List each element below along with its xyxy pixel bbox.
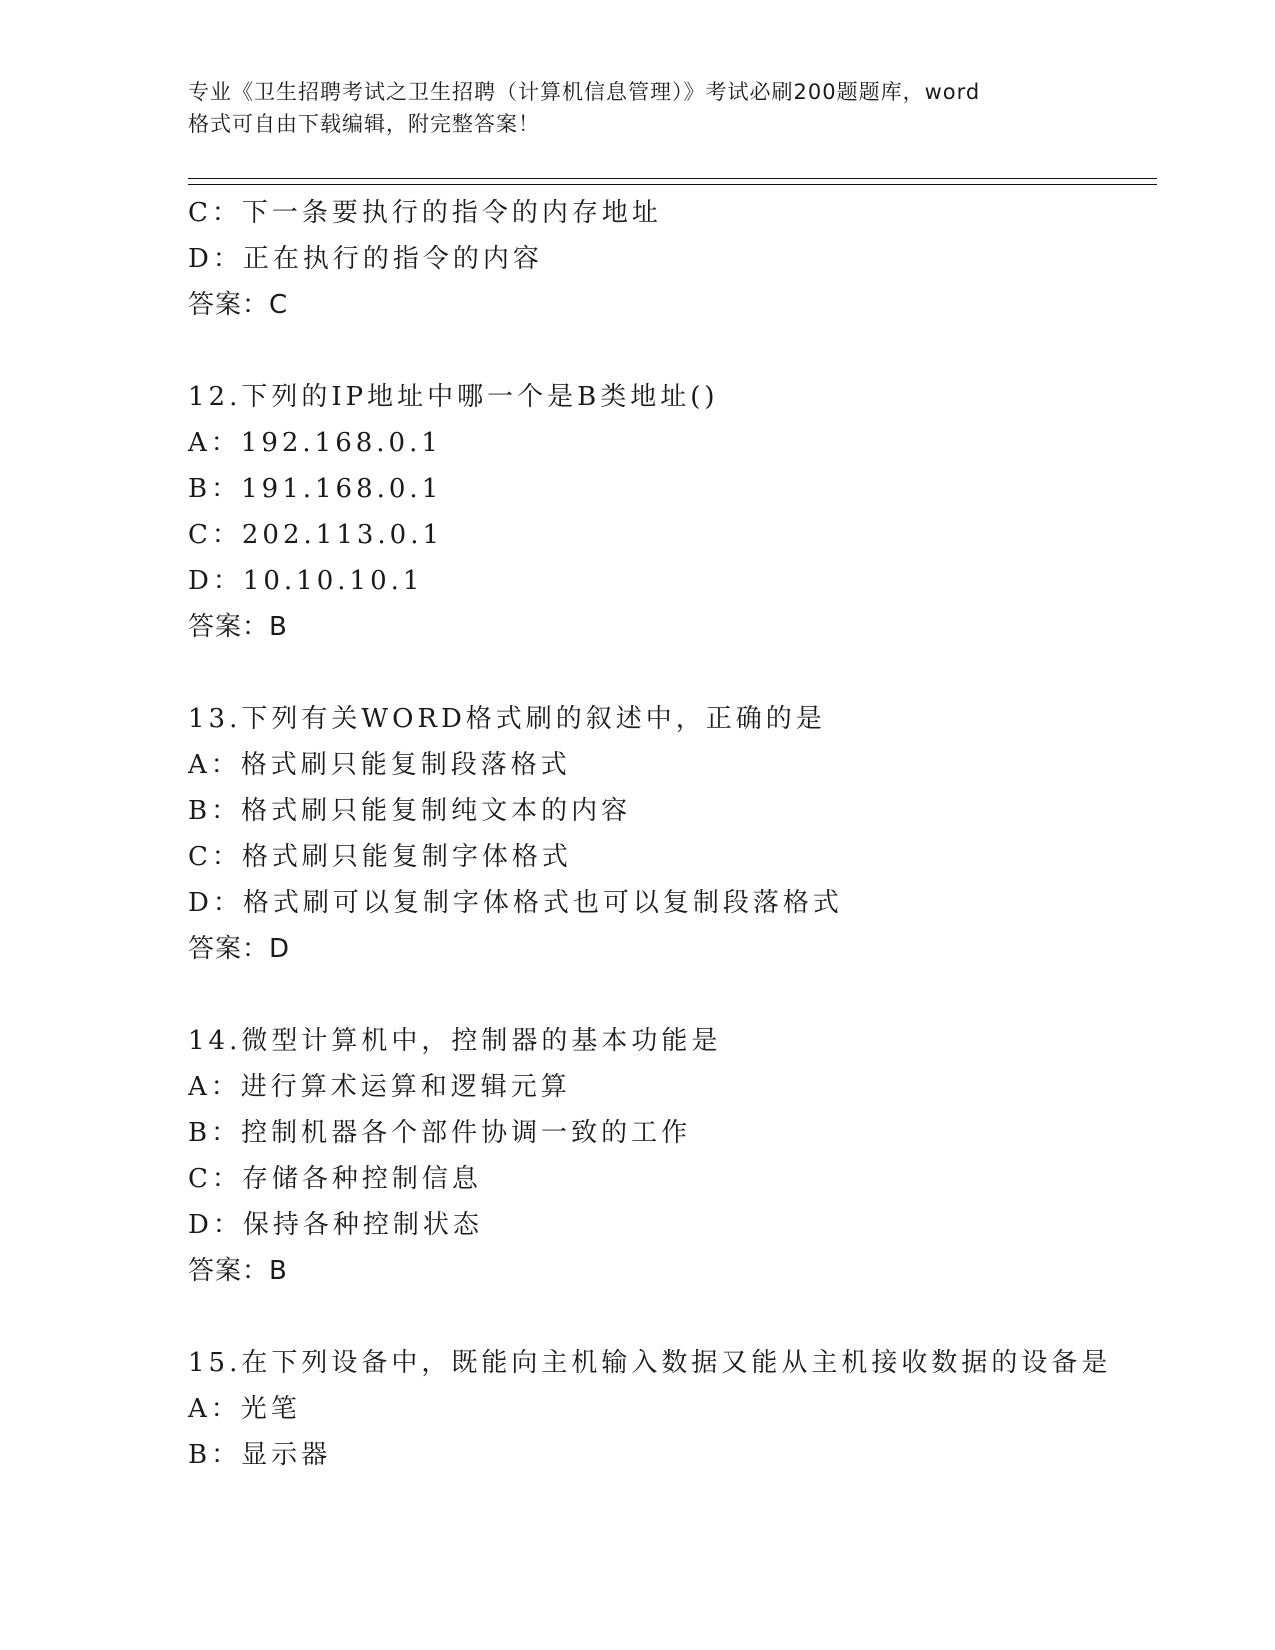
answer: 答案：C <box>188 290 289 320</box>
question-stem: 13.下列有关WORD格式刷的叙述中，正确的是 <box>188 704 826 734</box>
option-a: A：192.168.0.1 <box>188 428 442 458</box>
option-b: B：191.168.0.1 <box>188 474 443 504</box>
answer: 答案：B <box>188 1256 288 1286</box>
option-a: A：格式刷只能复制段落格式 <box>188 750 571 780</box>
document-header <box>188 76 1088 140</box>
option-c: C：格式刷只能复制字体格式 <box>188 842 572 872</box>
question-stem: 15.在下列设备中，既能向主机输入数据又能从主机接收数据的设备是 <box>188 1348 1112 1378</box>
question-stem: 12.下列的IP地址中哪一个是B类地址() <box>188 382 719 412</box>
answer: 答案：B <box>188 612 288 642</box>
option-d: D：10.10.10.1 <box>188 566 424 596</box>
spacer <box>188 972 1157 1018</box>
option-c: C：存储各种控制信息 <box>188 1164 482 1194</box>
document-body <box>188 190 1157 1478</box>
option-b: B：显示器 <box>188 1440 332 1470</box>
answer: 答案：D <box>188 934 291 964</box>
option-c: C：202.113.0.1 <box>188 520 444 550</box>
spacer <box>188 1294 1157 1340</box>
option-d: D：格式刷可以复制字体格式也可以复制段落格式 <box>188 888 843 918</box>
option-b: B：格式刷只能复制纯文本的内容 <box>188 796 632 826</box>
spacer <box>188 328 1157 374</box>
spacer <box>188 650 1157 696</box>
option-d: D：正在执行的指令的内容 <box>188 244 543 274</box>
question-stem: 14.微型计算机中，控制器的基本功能是 <box>188 1026 722 1056</box>
option-b: B：控制机器各个部件协调一致的工作 <box>188 1118 692 1148</box>
option-a: A：光笔 <box>188 1394 301 1424</box>
option-a: A：进行算术运算和逻辑元算 <box>188 1072 571 1102</box>
option-c: C：下一条要执行的指令的内存地址 <box>188 198 662 228</box>
header-rule-top <box>188 178 1157 179</box>
header-line-2: 格式可自由下载编辑，附完整答案！ <box>188 112 540 136</box>
header-rule-bottom <box>188 184 1157 185</box>
header-line-1: 专业《卫生招聘考试之卫生招聘（计算机信息管理）》考试必刷200题题库，word <box>188 80 981 104</box>
option-d: D：保持各种控制状态 <box>188 1210 483 1240</box>
